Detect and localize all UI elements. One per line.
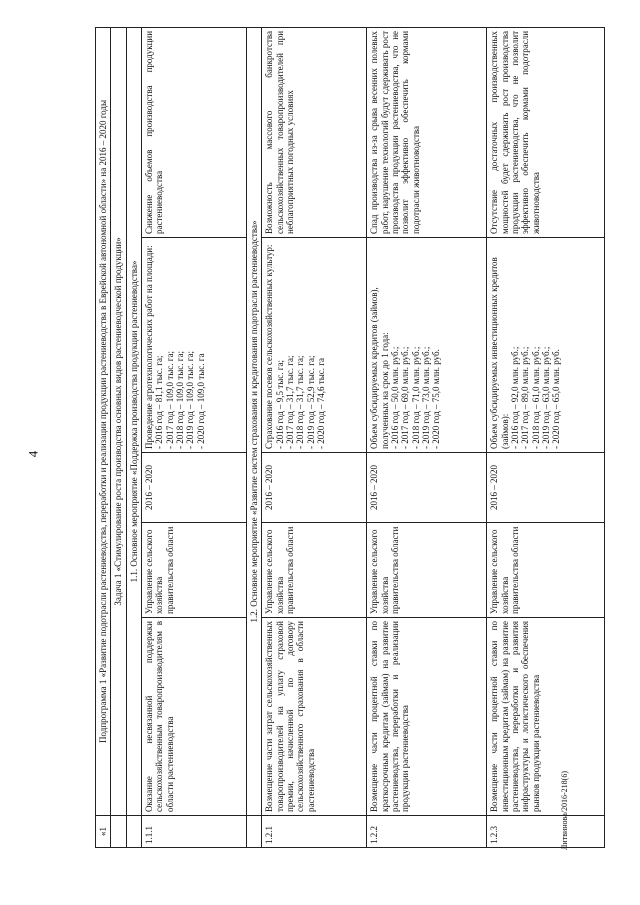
- result-line: - 2020 год – 75,0 млн. руб.: [431, 349, 442, 449]
- result-line: - 2017 год – 109,0 тыс. га;: [164, 351, 175, 449]
- row-number: 1.1.1: [142, 816, 247, 848]
- result-line: - 2018 год – 109,0 тыс. га;: [175, 351, 186, 449]
- rotated-page: [95, 28, 595, 848]
- empty-cell: [111, 816, 126, 848]
- result-line: Объем субсидируемых инвестиционных кредитов (займов):: [489, 257, 510, 449]
- measure-row: [247, 27, 262, 847]
- table-row: [367, 27, 487, 847]
- table-row: [487, 27, 605, 847]
- row-result: [487, 238, 605, 453]
- row-name: Возмещение части процентной ставки по инвестиционным кредитам (займам) на развитие растениеводства, переработки и развития инфраструктуры и логистического обеспечения рынков продукции растениеводства: [487, 618, 605, 816]
- row-number: 1.2.2: [367, 816, 487, 848]
- footer-code: Литвинова/2016-218(6): [560, 771, 569, 850]
- empty-cell: [247, 816, 262, 848]
- result-line: - 2018 год – 71,0 млн. руб.;: [410, 346, 421, 449]
- result-line: - 2019 год – 73,0 млн. руб.;: [421, 346, 432, 449]
- result-line: - 2017 год – 89,0 млн. руб.;: [520, 346, 531, 449]
- result-line: Объем субсидируемых кредитов (займов), полученных на срок до 1 года:: [369, 287, 390, 449]
- row-number: 1.2.1: [262, 816, 367, 848]
- row-executor: Управление сельского хозяйства правительства области: [262, 523, 367, 618]
- row-executor: Управление сельского хозяйства правительства области: [487, 523, 605, 618]
- result-line: - 2018 год – 61,0 млн. руб.;: [530, 346, 541, 449]
- row-name: Возмещение части процентной ставки по краткосрочным кредитам (займам) на развитие растениеводства, переработки и реализации продукции растениеводства: [367, 618, 487, 816]
- table-row: [142, 27, 247, 847]
- result-line: - 2016 год – 9,5 тыс. га;: [274, 360, 285, 449]
- table-container: [95, 28, 595, 848]
- measure-title: 1.2. Основное мероприятие «Развитие систем страхования и кредитования подотрасли растениеводства»: [247, 27, 262, 815]
- row-risk: Отсутствие достаточных производственных мощностей будет сдерживать рост производства продукции растениеводства, что не позволит эффективно обеспечить кормами подотрасли животноводства: [487, 27, 605, 237]
- table-row: [262, 27, 367, 847]
- row-result: [142, 238, 247, 453]
- row-risk: Снижение объемов производства продукции растениеводства: [142, 27, 247, 237]
- header-first-cell: «1: [96, 816, 111, 848]
- measure-title: 1.1. Основное мероприятие «Поддержка производства продукции растениеводства»: [126, 27, 141, 815]
- row-period: 2016 – 2020: [367, 453, 487, 523]
- row-name: Оказание несвязанной поддержки сельскохозяйственным товаропроизводителям в области растениеводства: [142, 618, 247, 816]
- result-line: - 2019 год – 52,9 тыс. га;: [305, 355, 316, 449]
- task-title: Задача 1 «Стимулирование роста производства основных видов растениеводческой продукции»: [111, 27, 126, 815]
- empty-cell: [126, 816, 141, 848]
- result-line: - 2020 год – 65,0 млн. руб.: [551, 349, 562, 449]
- result-line: - 2016 год – 50,0 млн. руб.;: [390, 346, 401, 449]
- result-line: - 2020 год – 109,0 тыс. га: [195, 353, 206, 449]
- result-line: Страхование посевов сельскохозяйственных культур:: [264, 244, 275, 449]
- row-result: [262, 238, 367, 453]
- result-line: - 2017 год – 69,0 млн. руб.;: [400, 346, 411, 449]
- result-line: - 2016 год – 92,0 млн. руб.;: [510, 346, 521, 449]
- result-line: - 2017 год – 31,7 тыс. га;: [285, 355, 296, 449]
- subprogram-title: Подпрограмма 1 «Развитие подотрасли растениеводства, переработки и реализации продукции растениеводства в Еврейской автономной области» на 2016 – 2020 годы: [96, 27, 111, 815]
- result-line: - 2018 год – 31,7 тыс. га;: [295, 355, 306, 449]
- row-executor: Управление сельского хозяйства правительства области: [142, 523, 247, 618]
- result-line: - 2019 год – 63,0 млн. руб.;: [541, 346, 552, 449]
- row-period: 2016 – 2020: [262, 453, 367, 523]
- program-table: [95, 27, 605, 848]
- row-period: 2016 – 2020: [142, 453, 247, 523]
- row-name: Возмещение части затрат сельскохозяйственных товаропроизводителей на уплату страховой премии, начисленной по договору сельскохозяйственного страхования в области растениеводства: [262, 618, 367, 816]
- result-line: - 2016 год – 81,1 тыс. га;: [154, 355, 165, 449]
- result-line: Проведение агротехнологических работ на площади:: [144, 245, 155, 449]
- result-line: - 2020 год – 74,6 тыс. га: [316, 358, 327, 449]
- row-number: 1.2.3: [487, 816, 605, 848]
- row-risk: Возможность массового банкротства сельскохозяйственных товаропроизводителей при неблагоприятных погодных условиях: [262, 27, 367, 237]
- row-result: [367, 238, 487, 453]
- task-row: [111, 27, 126, 847]
- page-number: 4: [25, 450, 41, 458]
- header-row: [96, 27, 111, 847]
- row-period: 2016 – 2020: [487, 453, 605, 523]
- row-executor: Управление сельского хозяйства правительства области: [367, 523, 487, 618]
- measure-row: [126, 27, 141, 847]
- row-risk: Спад производства из-за срыва весенних полевых работ, нарушение технологий будут сдерживать рост производства продукции растениеводства, что не позволит эффективно обеспечить кормами подотрасли животноводства: [367, 27, 487, 237]
- result-line: - 2019 год – 109,0 тыс. га;: [185, 351, 196, 449]
